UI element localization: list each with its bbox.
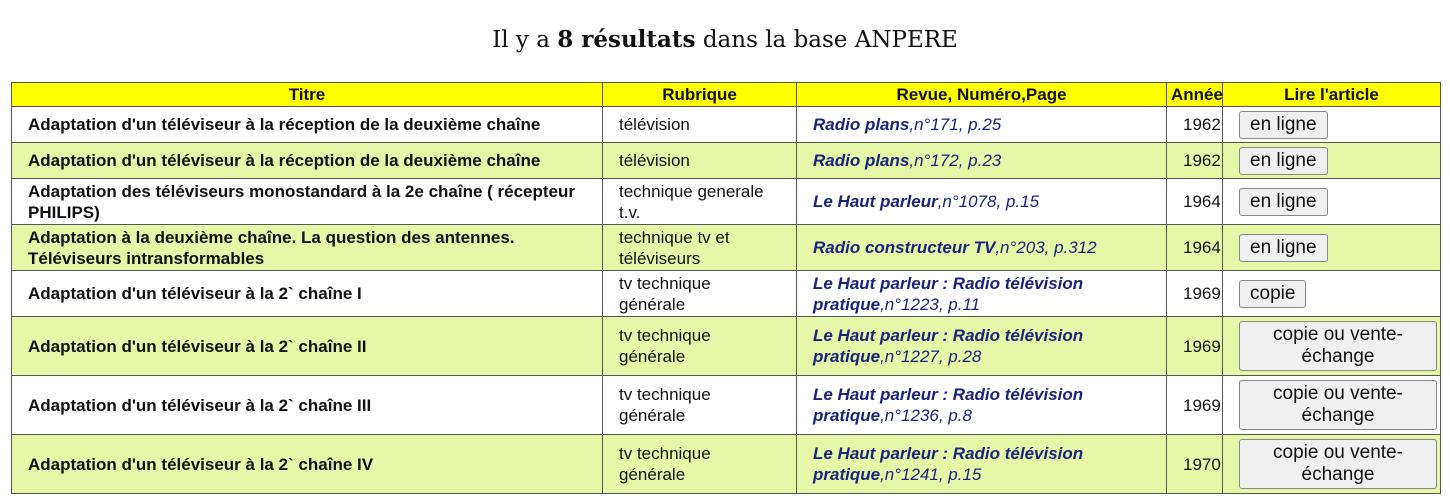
cell-titre: Adaptation des téléviseurs monostandard à la 2e chaîne ( récepteur PHILIPS) (12, 179, 603, 225)
cell-rubrique: tv technique générale (603, 376, 797, 435)
cell-lire (1223, 143, 1441, 179)
copy-button[interactable]: copie (1239, 280, 1306, 308)
cell-annee: 1970 (1167, 435, 1223, 494)
cell-annee: 1969 (1167, 376, 1223, 435)
cell-rubrique: télévision (603, 143, 797, 179)
cell-annee: 1969 (1167, 271, 1223, 317)
revue-reference: ,n°1227, p.28 (880, 347, 982, 366)
revue-reference: ,n°203, p.312 (995, 238, 1097, 257)
cell-titre: Adaptation d'un téléviseur à la 2` chaîne III (12, 376, 603, 435)
revue-name[interactable]: Le Haut parleur (813, 192, 938, 211)
cell-rubrique: tv technique générale (603, 317, 797, 376)
cell-rubrique: technique generale t.v. (603, 179, 797, 225)
cell-revue[interactable] (797, 107, 1167, 143)
table-header-row (12, 83, 1441, 107)
cell-annee: 1962 (1167, 143, 1223, 179)
table-row (12, 435, 1441, 494)
table-row (12, 225, 1441, 271)
results-summary (0, 22, 1450, 58)
cell-titre: Adaptation d'un téléviseur à la réception de la deuxième chaîne (12, 143, 603, 179)
cell-revue[interactable] (797, 376, 1167, 435)
read-online-button[interactable]: en ligne (1239, 234, 1328, 262)
cell-lire (1223, 179, 1441, 225)
cell-annee: 1964 (1167, 179, 1223, 225)
revue-reference: ,n°172, p.23 (909, 151, 1002, 170)
cell-titre: Adaptation d'un téléviseur à la 2` chaîne I (12, 271, 603, 317)
cell-revue[interactable] (797, 317, 1167, 376)
read-online-button[interactable]: en ligne (1239, 188, 1328, 216)
cell-rubrique: tv technique générale (603, 271, 797, 317)
table-row (12, 179, 1441, 225)
cell-rubrique: tv technique générale (603, 435, 797, 494)
cell-revue[interactable] (797, 435, 1167, 494)
cell-annee: 1969 (1167, 317, 1223, 376)
column-header-revue: Revue, Numéro,Page (797, 83, 1167, 107)
cell-lire (1223, 376, 1441, 435)
revue-name[interactable]: Radio plans (813, 151, 910, 170)
summary-prefix: Il y a (492, 27, 558, 53)
cell-rubrique: télévision (603, 107, 797, 143)
revue-name[interactable]: Le Haut parleur : Radio télévision pratique (813, 385, 1084, 425)
revue-reference: ,n°1236, p.8 (880, 406, 972, 425)
cell-lire (1223, 271, 1441, 317)
copy-or-exchange-button[interactable]: copie ou vente-échange (1239, 321, 1437, 371)
cell-revue[interactable] (797, 143, 1167, 179)
revue-name[interactable]: Le Haut parleur : Radio télévision pratique (813, 273, 1084, 314)
cell-titre: Adaptation d'un téléviseur à la réception de la deuxième chaîne (12, 107, 603, 143)
summary-suffix: dans la base ANPERE (695, 27, 958, 53)
cell-titre: Adaptation d'un téléviseur à la 2` chaîne IV (12, 435, 603, 494)
table-row (12, 317, 1441, 376)
read-online-button[interactable]: en ligne (1239, 111, 1328, 139)
result-count: 8 résultats (557, 26, 696, 53)
cell-lire (1223, 317, 1441, 376)
read-online-button[interactable]: en ligne (1239, 147, 1328, 175)
cell-annee: 1964 (1167, 225, 1223, 271)
cell-lire (1223, 435, 1441, 494)
cell-annee: 1962 (1167, 107, 1223, 143)
revue-name[interactable]: Le Haut parleur : Radio télévision pratique (813, 444, 1084, 484)
revue-reference: ,n°1223, p.11 (880, 294, 981, 314)
copy-or-exchange-button[interactable]: copie ou vente-échange (1239, 380, 1437, 430)
cell-lire (1223, 107, 1441, 143)
table-row (12, 271, 1441, 317)
table-row (12, 143, 1441, 179)
copy-or-exchange-button[interactable]: copie ou vente-échange (1239, 439, 1437, 489)
cell-revue[interactable] (797, 271, 1167, 317)
revue-reference: ,n°1078, p.15 (937, 192, 1040, 211)
revue-name[interactable]: Radio plans (813, 115, 910, 134)
cell-lire (1223, 225, 1441, 271)
revue-name[interactable]: Le Haut parleur : Radio télévision pratique (813, 326, 1084, 366)
cell-revue[interactable] (797, 225, 1167, 271)
column-header-annee: Année (1167, 83, 1223, 107)
revue-reference: ,n°1241, p.15 (880, 465, 982, 484)
revue-name[interactable]: Radio constructeur TV (813, 238, 996, 257)
column-header-rubrique: Rubrique (603, 83, 797, 107)
table-row (12, 376, 1441, 435)
column-header-lire: Lire l'article (1223, 83, 1441, 107)
revue-reference: ,n°171, p.25 (909, 115, 1002, 134)
cell-rubrique: technique tv et téléviseurs (603, 225, 797, 271)
table-row (12, 107, 1441, 143)
cell-titre: Adaptation à la deuxième chaîne. La question des antennes. Téléviseurs intransformables (12, 225, 603, 271)
cell-revue[interactable] (797, 179, 1167, 225)
cell-titre: Adaptation d'un téléviseur à la 2` chaîne II (12, 317, 603, 376)
column-header-titre: Titre (12, 83, 603, 107)
results-table (11, 82, 1441, 494)
